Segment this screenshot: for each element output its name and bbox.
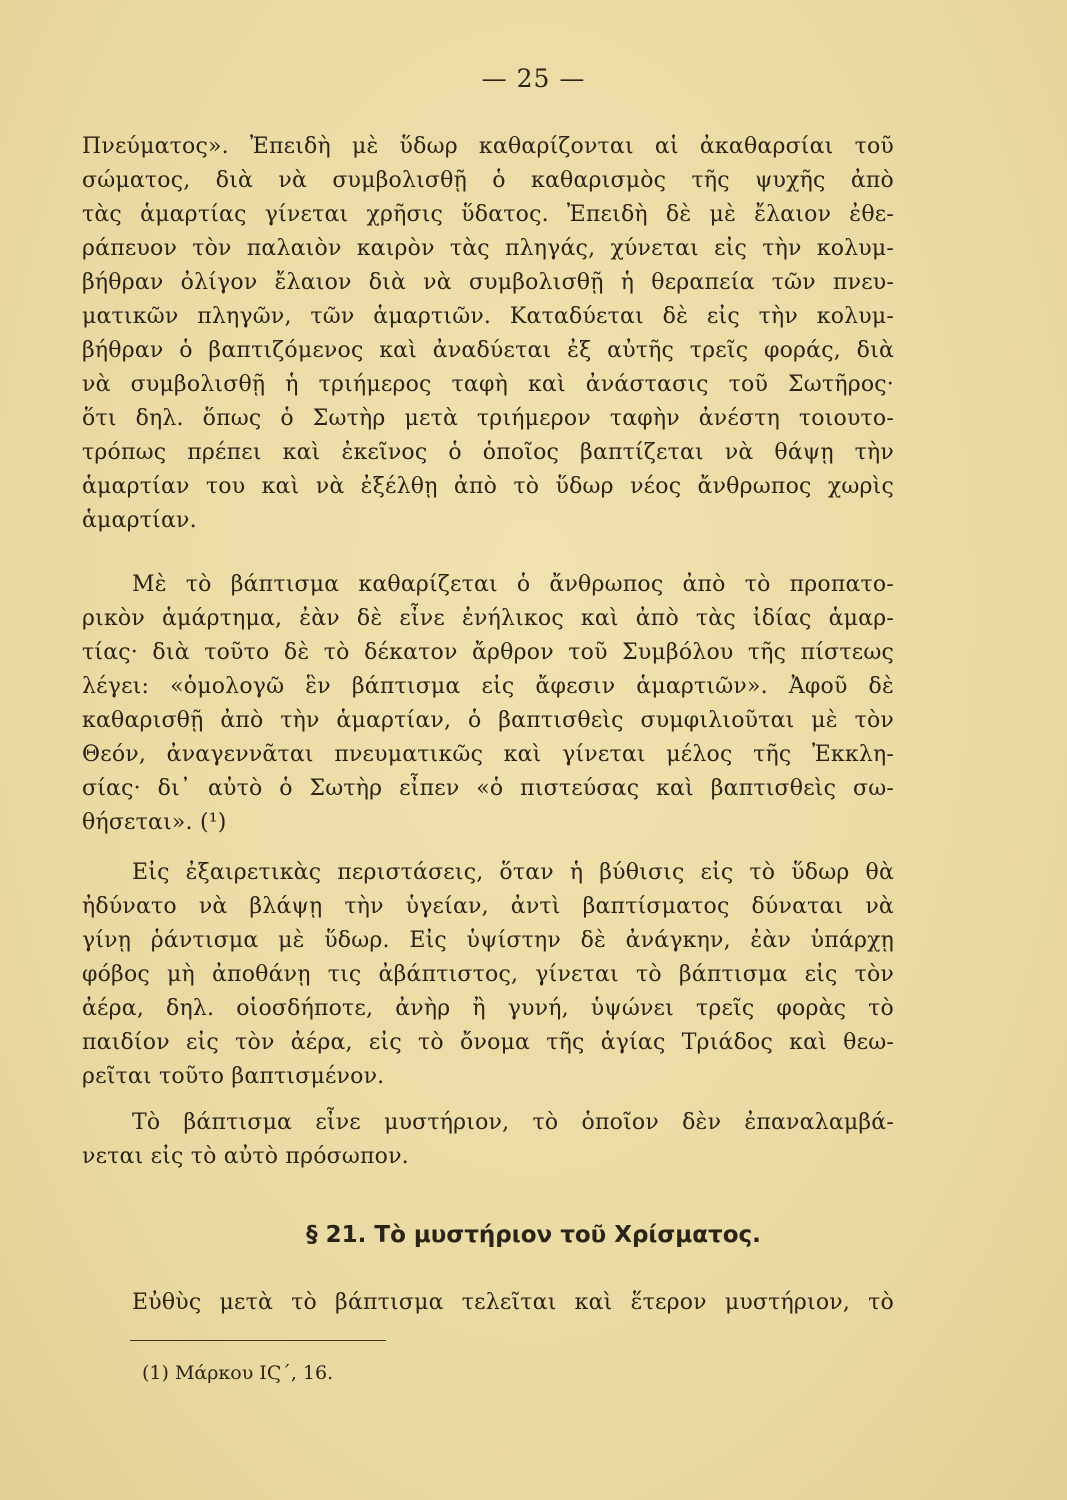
text-line: ἁμαρτίαν. — [82, 508, 197, 533]
text-line: τρόπως πρέπει καὶ ἐκεῖνος ὁ ὁποῖος βαπτίζεται νὰ θάψῃ τὴν — [82, 440, 894, 465]
text-line: ράπευον τὸν παλαιὸν καιρὸν τὰς πληγάς, χύνεται εἰς τὴν κολυμ- — [82, 236, 894, 261]
text-line: Τὸ βάπτισμα εἶνε μυστήριον, τὸ ὁποῖον δὲν ἐπαναλαμβά- — [132, 1110, 894, 1135]
text-line: γίνῃ ῥάντισμα μὲ ὕδωρ. Εἰς ὑψίστην δὲ ἀνάγκην, ἐὰν ὑπάρχῃ — [82, 928, 894, 953]
text-line: Θεόν, ἀναγεννᾶται πνευματικῶς καὶ γίνεται μέλος τῆς Ἐκκλη- — [82, 742, 894, 767]
footnote-divider — [130, 1340, 386, 1341]
text-line: ὅτι δηλ. ὅπως ὁ Σωτὴρ μετὰ τριήμερον ταφὴν ἀνέστη τοιουτο- — [82, 406, 894, 431]
text-line: ματικῶν πληγῶν, τῶν ἁμαρτιῶν. Καταδύεται δὲ εἰς τὴν κολυμ- — [82, 304, 894, 329]
text-line: λέγει: «ὁμολογῶ ἓν βάπτισμα εἰς ἄφεσιν ἁμαρτιῶν». Ἀφοῦ δὲ — [82, 674, 894, 699]
text-line: νεται εἰς τὸ αὐτὸ πρόσωπον. — [82, 1144, 409, 1169]
text-line: σώματος, διὰ νὰ συμβολισθῇ ὁ καθαρισμὸς τῆς ψυχῆς ἀπὸ — [82, 168, 894, 193]
paragraph-1 — [82, 130, 894, 538]
text-line: Εὐθὺς μετὰ τὸ βάπτισμα τελεῖται καὶ ἕτερον μυστήριον, τὸ — [132, 1290, 894, 1315]
text-line: τίας· διὰ τοῦτο δὲ τὸ δέκατον ἄρθρον τοῦ Συμβόλου τῆς πίστεως — [82, 640, 894, 665]
paragraph-2 — [82, 568, 894, 840]
text-line: ἠδύνατο νὰ βλάψῃ τὴν ὑγείαν, ἀντὶ βαπτίσματος δύναται νὰ — [82, 894, 894, 919]
text-line: θήσεται». (¹) — [82, 810, 227, 835]
page-number: — 25 — — [481, 64, 586, 93]
text-line: νὰ συμβολισθῇ ἡ τριήμερος ταφὴ καὶ ἀνάστασις τοῦ Σωτῆρος· — [82, 372, 894, 397]
text-line: φόβος μὴ ἀποθάνῃ τις ἀβάπτιστος, γίνεται τὸ βάπτισμα εἰς τὸν — [82, 962, 894, 987]
text-line: τὰς ἁμαρτίας γίνεται χρῆσις ὕδατος. Ἐπειδὴ δὲ μὲ ἔλαιον ἐθε- — [82, 202, 894, 227]
text-line: καθαρισθῇ ἀπὸ τὴν ἁμαρτίαν, ὁ βαπτισθεὶς συμφιλιοῦται μὲ τὸν — [82, 708, 894, 733]
paragraph-3 — [82, 856, 894, 1094]
text-line: Μὲ τὸ βάπτισμα καθαρίζεται ὁ ἄνθρωπος ἀπὸ τὸ προπατο- — [132, 572, 894, 597]
text-line: σίας· δι᾿ αὐτὸ ὁ Σωτὴρ εἶπεν «ὁ πιστεύσας καὶ βαπτισθεὶς σω- — [82, 776, 894, 801]
text-line: ρεῖται τοῦτο βαπτισμένον. — [82, 1064, 385, 1089]
text-line: παιδίον εἰς τὸν ἀέρα, εἰς τὸ ὄνομα τῆς ἁγίας Τριάδος καὶ θεω- — [82, 1030, 894, 1055]
footnote: (1) Μάρκου ΙϚ΄, 16. — [142, 1362, 334, 1384]
text-line: ἁμαρτίαν του καὶ νὰ ἐξέλθῃ ἀπὸ τὸ ὕδωρ νέος ἄνθρωπος χωρὶς — [82, 474, 894, 499]
paragraph-4 — [82, 1106, 894, 1174]
text-line: ἀέρα, δηλ. οἱοσδήποτε, ἀνὴρ ἢ γυνή, ὑψώνει τρεῖς φορὰς τὸ — [82, 996, 894, 1021]
text-line: βήθραν ὁ βαπτιζόμενος καὶ ἀναδύεται ἐξ αὐτῆς τρεῖς φοράς, διὰ — [82, 338, 894, 363]
text-line: βήθραν ὀλίγον ἔλαιον διὰ νὰ συμβολισθῇ ἡ θεραπεία τῶν πνευ- — [82, 270, 894, 295]
paragraph-5 — [82, 1286, 894, 1320]
text-line: ρικὸν ἁμάρτημα, ἐὰν δὲ εἶνε ἐνήλικος καὶ ἀπὸ τὰς ἰδίας ἁμαρ- — [82, 606, 894, 631]
text-line: Εἰς ἐξαιρετικὰς περιστάσεις, ὅταν ἡ βύθισις εἰς τὸ ὕδωρ θὰ — [132, 860, 894, 885]
text-line: Πνεύματος». Ἐπειδὴ μὲ ὕδωρ καθαρίζονται αἱ ἀκαθαρσίαι τοῦ — [82, 134, 894, 159]
section-heading: § 21. Τὸ μυστήριον τοῦ Χρίσματος. — [306, 1222, 761, 1248]
